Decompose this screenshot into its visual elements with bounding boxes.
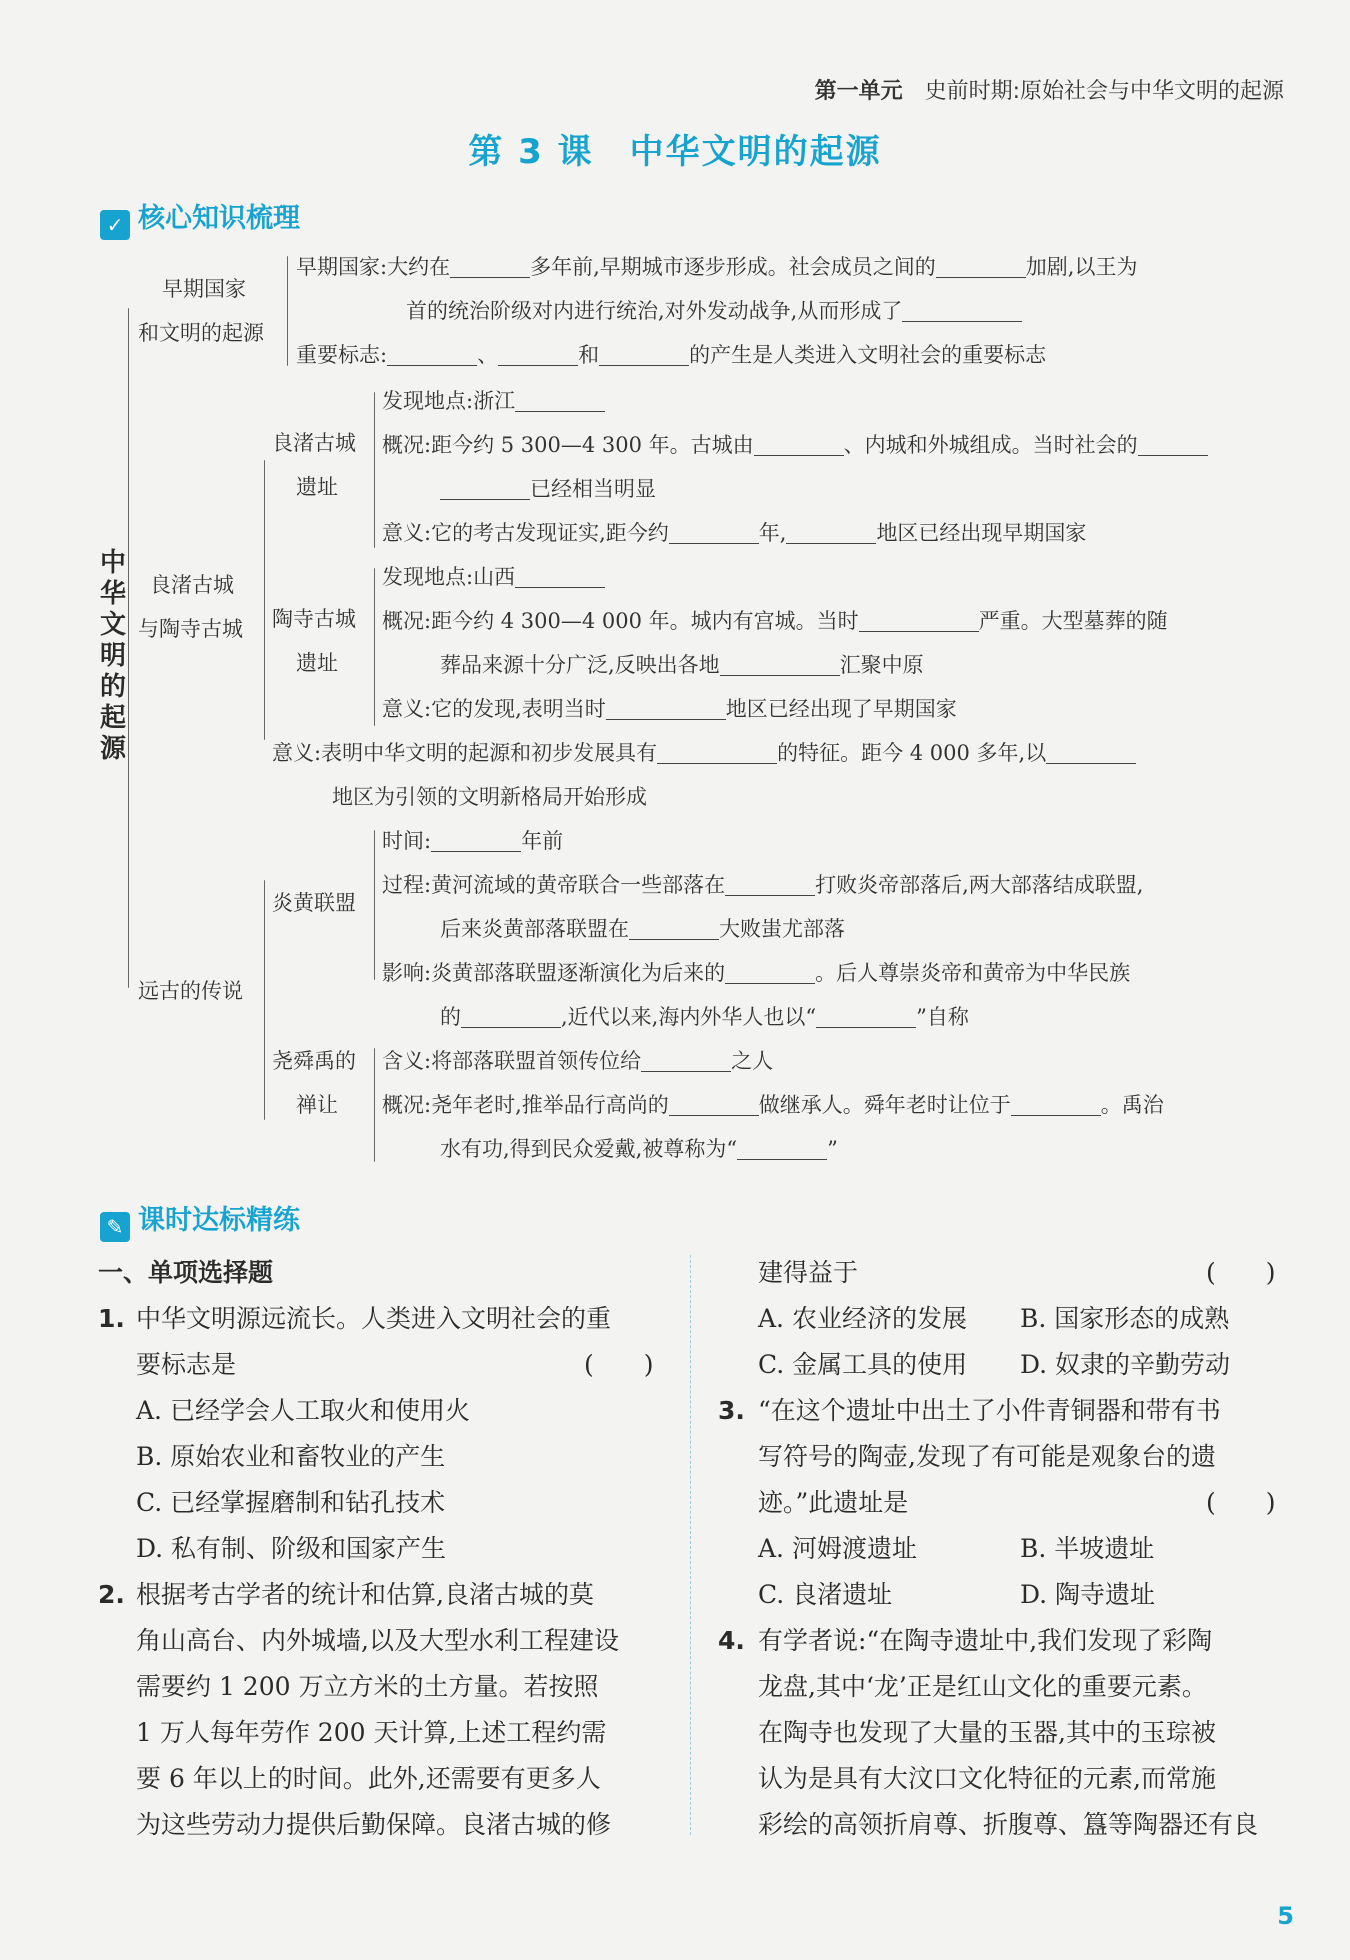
section-practice: [100, 1198, 300, 1242]
section-title: 核心知识梳理: [138, 203, 300, 234]
branch-label: 尧舜禹的: [272, 1049, 356, 1073]
page-header: [815, 74, 1284, 105]
fill-blank[interactable]: [440, 477, 530, 500]
question-text: 根据考古学者的统计和估算,良渚古城的莫: [136, 1580, 594, 1609]
fill-blank[interactable]: [725, 961, 815, 984]
branch-label: 早期国家: [162, 277, 246, 301]
question-text: 要标志是: [136, 1350, 237, 1379]
text-line: 早期国家:大约在 多年前,早期城市逐步形成。社会成员之间的 加剧,以王为: [296, 255, 1138, 279]
text-line: 地区为引领的文明新格局开始形成: [332, 785, 647, 809]
section-title: 课时达标精练: [138, 1205, 300, 1236]
pencil-icon: ✎: [100, 1212, 130, 1242]
fill-blank[interactable]: [669, 521, 759, 544]
brace-liangzhu: [374, 392, 375, 548]
question-text: 1 万人每年劳作 200 天计算,上述工程约需: [136, 1718, 607, 1747]
fill-blank[interactable]: [450, 255, 530, 278]
fill-blank[interactable]: [431, 829, 521, 852]
branch-label: 远古的传说: [138, 979, 243, 1003]
text-line: 意义:它的考古发现证实,距今约 年, 地区已经出现早期国家: [382, 521, 1087, 545]
question-text: 需要约 1 200 万立方米的土方量。若按照: [136, 1672, 599, 1701]
text-line: 水有功,得到民众爱戴,被尊称为“ ”: [440, 1137, 838, 1161]
unit-label: 第一单元: [814, 79, 903, 104]
text-line: 意义:表明中华文明的起源和初步发展具有 的特征。距今 4 000 多年,以: [272, 738, 1136, 768]
fill-blank[interactable]: [1046, 741, 1136, 764]
question-number: 1.: [98, 1304, 125, 1333]
text-line: 时间: 年前: [382, 829, 564, 853]
text-line: 概况:距今约 5 300—4 300 年。古城由 、内城和外城组成。当时社会的: [382, 430, 1208, 460]
branch-label: 和文明的起源: [138, 321, 264, 345]
answer-bracket[interactable]: ( ): [1206, 1488, 1276, 1517]
brace-yanhuang: [374, 830, 375, 980]
question-text: 彩绘的高领折肩尊、折腹尊、簋等陶器还有良: [758, 1810, 1259, 1839]
branch-label: 遗址: [296, 651, 338, 675]
fill-blank[interactable]: [669, 1093, 759, 1116]
section-core-knowledge: [100, 196, 300, 240]
fill-blank[interactable]: [515, 565, 605, 588]
question-text: 建得益于: [758, 1258, 859, 1287]
fill-blank[interactable]: [902, 299, 1022, 322]
text-line: 含义:将部落联盟首领传位给 之人: [382, 1049, 774, 1073]
answer-bracket[interactable]: ( ): [584, 1350, 654, 1379]
answer-bracket[interactable]: ( ): [1206, 1258, 1276, 1287]
question-text: 角山高台、内外城墙,以及大型水利工程建设: [136, 1626, 619, 1655]
fill-blank[interactable]: [657, 741, 777, 764]
option-b[interactable]: B. 原始农业和畜牧业的产生: [136, 1442, 446, 1471]
text-line: 首的统治阶级对内进行统治,对外发动战争,从而形成了: [406, 296, 1022, 326]
option-d[interactable]: D. 陶寺遗址: [1020, 1580, 1156, 1609]
branch-label: 遗址: [296, 475, 338, 499]
text-line: 影响:炎黄部落联盟逐渐演化为后来的 。后人尊崇炎帝和黄帝为中华民族: [382, 961, 1131, 985]
checkmark-icon: ✓: [100, 210, 130, 240]
question-number: 3.: [718, 1396, 745, 1425]
fill-blank[interactable]: [754, 433, 844, 456]
option-a[interactable]: A. 河姆渡遗址: [758, 1534, 917, 1563]
fill-blank[interactable]: [498, 343, 578, 366]
fill-blank[interactable]: [1011, 1093, 1101, 1116]
branch-label: 陶寺古城: [272, 607, 356, 631]
question-text: 要 6 年以上的时间。此外,还需要有更多人: [136, 1764, 601, 1793]
question-text: 龙盘,其中‘龙’正是红山文化的重要元素。: [758, 1672, 1207, 1701]
question-text: 迹。”此遗址是: [758, 1488, 909, 1517]
question-text: 认为是具有大汶口文化特征的元素,而常施: [758, 1764, 1216, 1793]
question-number: 4.: [718, 1626, 745, 1655]
fill-blank[interactable]: [859, 609, 979, 632]
fill-blank[interactable]: [606, 697, 726, 720]
brace-taosi: [374, 568, 375, 726]
text-line: 意义:它的发现,表明当时 地区已经出现了早期国家: [382, 697, 957, 721]
text-line: 发现地点:浙江: [382, 386, 605, 416]
fill-blank[interactable]: [725, 873, 815, 896]
question-text: 为这些劳动力提供后勤保障。良渚古城的修: [136, 1810, 612, 1839]
page-number: 5: [1277, 1902, 1294, 1930]
unit-topic: 史前时期:原始社会与中华文明的起源: [924, 79, 1284, 104]
fill-blank[interactable]: [629, 917, 719, 940]
question-text: 中华文明源远流长。人类进入文明社会的重: [136, 1304, 612, 1333]
vertical-topic-title: 中华文明的起源: [99, 548, 126, 764]
lesson-title: 第 3 课 中华文明的起源: [468, 132, 882, 172]
exercise-heading: 一、单项选择题: [98, 1258, 274, 1287]
branch-label: 炎黄联盟: [272, 891, 356, 915]
brace-early-state: [287, 256, 288, 366]
branch-label: 良渚古城: [272, 431, 356, 455]
text-line: 葬品来源十分广泛,反映出各地 汇聚中原: [440, 653, 924, 677]
option-a[interactable]: A. 已经学会人工取火和使用火: [136, 1396, 470, 1425]
text-line: 已经相当明显: [440, 474, 656, 504]
option-c[interactable]: C. 金属工具的使用: [758, 1350, 968, 1379]
option-d[interactable]: D. 奴隶的辛勤劳动: [1020, 1350, 1231, 1379]
question-text: 有学者说:“在陶寺遗址中,我们发现了彩陶: [758, 1626, 1213, 1655]
fill-blank[interactable]: [720, 653, 840, 676]
fill-blank[interactable]: [816, 1005, 916, 1028]
branch-label: 禅让: [296, 1093, 338, 1117]
fill-blank[interactable]: [641, 1049, 731, 1072]
text-line: 概况:距今约 4 300—4 000 年。城内有宫城。当时 严重。大型墓葬的随: [382, 609, 1168, 633]
option-c[interactable]: C. 已经掌握磨制和钻孔技术: [136, 1488, 446, 1517]
question-text: 在陶寺也发现了大量的玉器,其中的玉琮被: [758, 1718, 1216, 1747]
option-b[interactable]: B. 国家形态的成熟: [1020, 1304, 1230, 1333]
text-line: 后来炎黄部落联盟在 大败蚩尤部落: [440, 917, 845, 941]
fill-blank[interactable]: [737, 1137, 827, 1160]
brace-legends: [264, 880, 265, 1120]
text-line: 过程:黄河流域的黄帝联合一些部落在 打败炎帝部落后,两大部落结成联盟,: [382, 873, 1144, 897]
text-line: 概况:尧年老时,推举品行高尚的 做继承人。舜年老时让位于 。禹治: [382, 1093, 1164, 1117]
brace-sites: [264, 460, 265, 740]
text-line: 发现地点:山西: [382, 562, 605, 592]
fill-blank[interactable]: [387, 343, 477, 366]
option-a[interactable]: A. 农业经济的发展: [758, 1304, 967, 1333]
question-number: 2.: [98, 1580, 125, 1609]
text-line: 重要标志: 、 和 的产生是人类进入文明社会的重要标志: [296, 343, 1047, 367]
fill-blank[interactable]: [936, 255, 1026, 278]
option-c[interactable]: C. 良渚遗址: [758, 1580, 893, 1609]
branch-label: 良渚古城: [150, 573, 234, 597]
brace-shanrang: [374, 1048, 375, 1162]
option-d[interactable]: D. 私有制、阶级和国家产生: [136, 1534, 447, 1563]
question-text: “在这个遗址中出土了小件青铜器和带有书: [758, 1396, 1221, 1425]
fill-blank[interactable]: [1138, 433, 1208, 456]
fill-blank[interactable]: [461, 1005, 561, 1028]
text-line: 的 ,近代以来,海内外华人也以“ ”自称: [440, 1005, 969, 1029]
option-b[interactable]: B. 半坡遗址: [1020, 1534, 1155, 1563]
fill-blank[interactable]: [515, 389, 605, 412]
fill-blank[interactable]: [786, 521, 876, 544]
column-divider: [690, 1255, 691, 1835]
question-text: 写符号的陶壶,发现了有可能是观象台的遗: [758, 1442, 1216, 1471]
fill-blank[interactable]: [599, 343, 689, 366]
branch-label: 与陶寺古城: [138, 617, 243, 641]
